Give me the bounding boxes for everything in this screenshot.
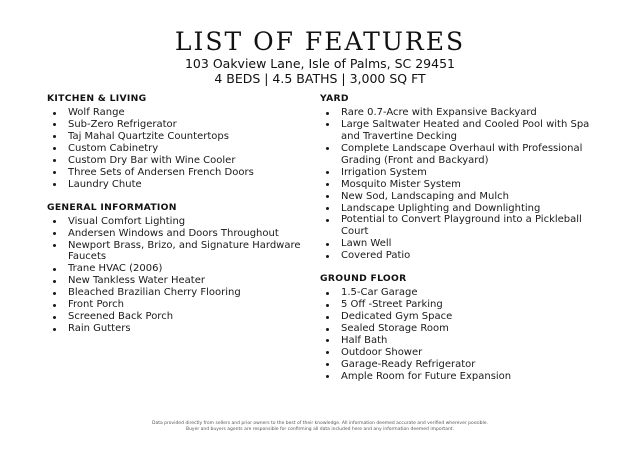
- feature-item: Mosquito Mister System: [320, 179, 590, 191]
- section-title: GENERAL INFORMATION: [47, 201, 177, 213]
- feature-item: Bleached Brazilian Cherry Flooring: [47, 287, 307, 299]
- feature-item: Custom Cabinetry: [47, 143, 307, 155]
- feature-item: Andersen Windows and Doors Throughout: [47, 228, 307, 240]
- feature-section: [320, 273, 590, 383]
- section-title: KITCHEN & LIVING: [47, 93, 147, 104]
- feature-section: [47, 202, 307, 335]
- feature-item: Landscape Uplighting and Downlighting: [320, 203, 590, 215]
- feature-item: 1.5-Car Garage: [320, 287, 590, 299]
- feature-item: Lawn Well: [320, 238, 590, 250]
- feature-item: Screened Back Porch: [47, 311, 307, 323]
- feature-item: 5 Off -Street Parking: [320, 299, 590, 311]
- feature-item: Custom Dry Bar with Wine Cooler: [47, 155, 307, 167]
- feature-list: [320, 287, 590, 383]
- feature-list: [47, 107, 307, 191]
- disclaimer-line: Buyer and buyers agents are responsible for confirming all data included here and any information deemed important.: [185, 427, 454, 432]
- left-column: [47, 93, 307, 346]
- feature-item: Taj Mahal Quartzite Countertops: [47, 131, 307, 143]
- feature-item: New Sod, Landscaping and Mulch: [320, 191, 590, 203]
- feature-list: [320, 107, 590, 262]
- feature-item: Outdoor Shower: [320, 347, 590, 359]
- property-specs: 4 BEDS | 4.5 BATHS | 3,000 SQ FT: [214, 71, 426, 86]
- feature-item: Sealed Storage Room: [320, 323, 590, 335]
- right-column: [320, 93, 590, 394]
- section-title: YARD: [320, 93, 349, 104]
- feature-item: Half Bath: [320, 335, 590, 347]
- disclaimer-line: Data provided directly from sellers and prior owners to the best of their knowledge. All information deemed accurate and verified wherever possible.: [152, 421, 488, 426]
- feature-item: Covered Patio: [320, 250, 590, 262]
- feature-item: Visual Comfort Lighting: [47, 216, 307, 228]
- feature-item: Newport Brass, Brizo, and Signature Hardware Faucets: [47, 240, 307, 264]
- feature-item: Trane HVAC (2006): [47, 263, 307, 275]
- feature-item: Potential to Convert Playground into a Pickleball Court: [320, 214, 590, 238]
- disclaimer: [40, 421, 600, 433]
- feature-item: Ample Room for Future Expansion: [320, 371, 590, 383]
- feature-item: Irrigation System: [320, 167, 590, 179]
- feature-list: [47, 216, 307, 335]
- feature-item: Wolf Range: [47, 107, 307, 119]
- property-address: 103 Oakview Lane, Isle of Palms, SC 29451: [184, 56, 455, 71]
- feature-item: Garage-Ready Refrigerator: [320, 359, 590, 371]
- feature-item: Rain Gutters: [47, 323, 307, 335]
- feature-item: Sub-Zero Refrigerator: [47, 119, 307, 131]
- feature-section: [47, 93, 307, 191]
- feature-item: Three Sets of Andersen French Doors: [47, 167, 307, 179]
- feature-section: [320, 93, 590, 262]
- feature-item: Front Porch: [47, 299, 307, 311]
- feature-item: Laundry Chute: [47, 179, 307, 191]
- feature-item: New Tankless Water Heater: [47, 275, 307, 287]
- feature-item: Large Saltwater Heated and Cooled Pool with Spa and Travertine Decking: [320, 119, 590, 143]
- page-title: LIST OF FEATURES: [174, 27, 466, 56]
- feature-item: Rare 0.7-Acre with Expansive Backyard: [320, 107, 590, 119]
- feature-item: Complete Landscape Overhaul with Professional Grading (Front and Backyard): [320, 143, 590, 167]
- feature-item: Dedicated Gym Space: [320, 311, 590, 323]
- section-title: GROUND FLOOR: [320, 273, 407, 285]
